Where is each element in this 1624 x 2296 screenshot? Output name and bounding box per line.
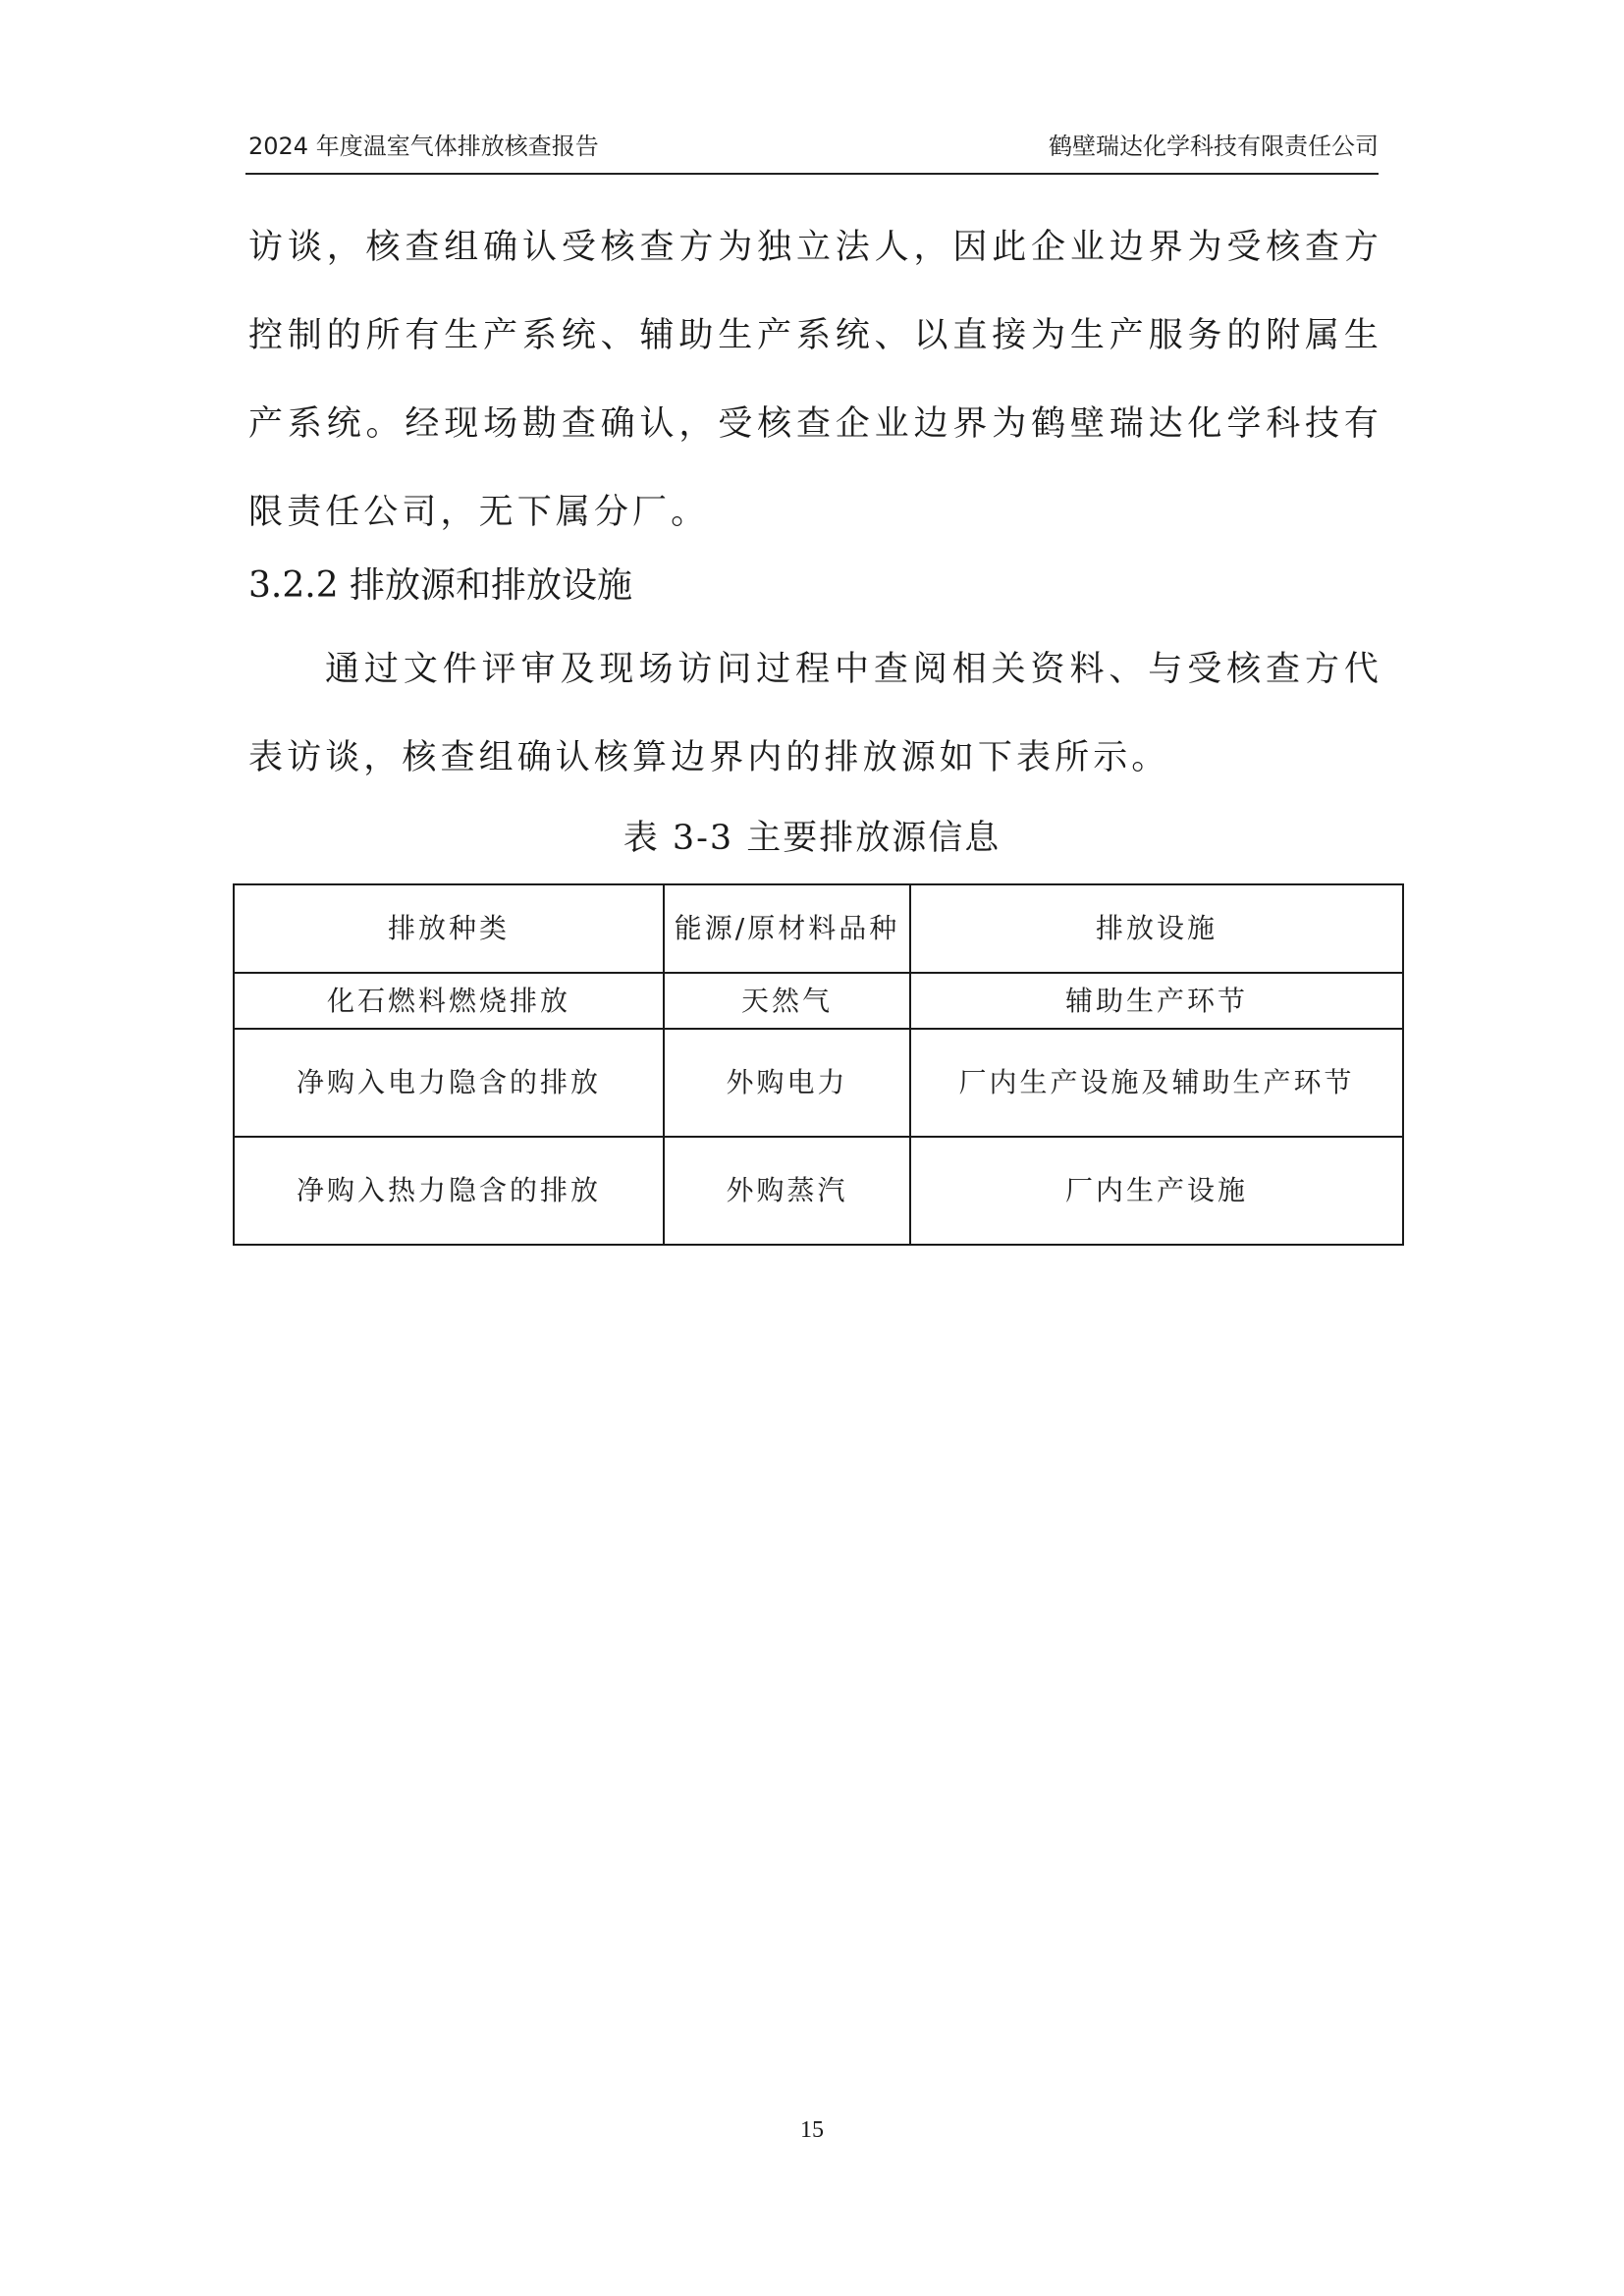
table-cell: 天然气 <box>664 973 910 1029</box>
table-row <box>234 973 1403 1029</box>
table-cell: 辅助生产环节 <box>910 973 1403 1029</box>
table-cell: 厂内生产设施 <box>910 1137 1403 1245</box>
header-divider <box>245 173 1379 175</box>
emission-sources-table <box>233 883 1404 1246</box>
table-header-row <box>234 884 1403 973</box>
body-paragraph-emission-sources: 通过文件评审及现场访问过程中查阅相关资料、与受核查方代表访谈，核查组确认核算边界内的排放源如下表所示。 <box>248 650 1382 777</box>
table-cell: 净购入热力隐含的排放 <box>234 1137 664 1245</box>
section-heading: 3.2.2 排放源和排放设施 <box>248 565 633 606</box>
page-number: 15 <box>800 2117 824 2143</box>
table-row <box>234 1029 1403 1137</box>
body-paragraph-boundary: 访谈，核查组确认受核查方为独立法人，因此企业边界为受核查方控制的所有生产系统、辅助生产系统、以直接为生产服务的附属生产系统。经现场勘查确认，受核查企业边界为鹤壁瑞达化学科技有限责任公司，无下属分厂。 <box>248 228 1382 532</box>
table-cell: 厂内生产设施及辅助生产环节 <box>910 1029 1403 1137</box>
table-caption: 表 3-3 主要排放源信息 <box>623 819 1001 858</box>
table-row <box>234 1137 1403 1245</box>
table-header-cell: 排放种类 <box>234 884 664 973</box>
table-cell: 化石燃料燃烧排放 <box>234 973 664 1029</box>
header-report-title: 2024 年度温室气体排放核查报告 <box>248 133 599 160</box>
table-cell: 净购入电力隐含的排放 <box>234 1029 664 1137</box>
table-header-cell: 排放设施 <box>910 884 1403 973</box>
header-company-name: 鹤壁瑞达化学科技有限责任公司 <box>1049 133 1379 160</box>
table-header-cell: 能源/原材料品种 <box>664 884 910 973</box>
table-cell: 外购电力 <box>664 1029 910 1137</box>
table-cell: 外购蒸汽 <box>664 1137 910 1245</box>
